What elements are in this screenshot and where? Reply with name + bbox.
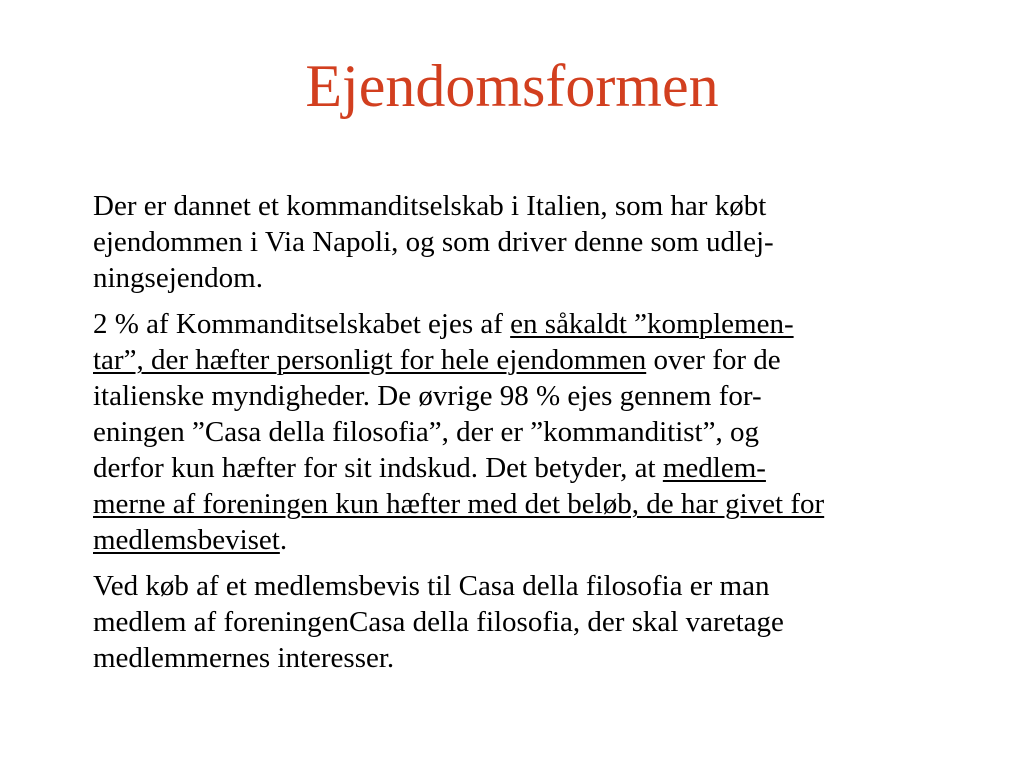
body-paragraph: [93, 568, 963, 676]
text-segment: derfor kun hæfter for sit indskud. Det betyder, at: [93, 452, 663, 484]
slide-body: [93, 188, 963, 686]
text-line: [93, 306, 963, 342]
text-segment: italienske myndigheder. De øvrige 98 % ejes gennem for-: [93, 380, 762, 412]
text-segment: eningen ”Casa della filosofia”, der er ”kommanditist”, og: [93, 416, 759, 448]
body-paragraph: [93, 306, 963, 558]
text-segment: Der er dannet et kommanditselskab i Italien, som har købt: [93, 190, 767, 222]
underlined-text: medlemsbeviset: [93, 524, 280, 556]
underlined-text: en såkaldt ”komplemen-: [510, 308, 794, 340]
text-line: [93, 414, 963, 450]
text-line: [93, 486, 963, 522]
text-line: [93, 604, 963, 640]
text-segment: ningsejendom.: [93, 262, 263, 294]
text-line: [93, 378, 963, 414]
text-segment: medlemmernes interesser.: [93, 642, 395, 674]
text-segment: .: [279, 524, 288, 556]
body-paragraph: [93, 188, 963, 296]
text-line: [93, 568, 963, 604]
text-line: [93, 224, 963, 260]
text-line: [93, 522, 963, 558]
text-line: [93, 640, 963, 676]
text-line: [93, 188, 963, 224]
text-line: [93, 260, 963, 296]
text-segment: medlem af foreningenCasa della filosofia, der skal varetage: [93, 606, 784, 638]
text-line: [93, 342, 963, 378]
text-segment: Ved køb af et medlemsbevis til Casa della filosofia er man: [93, 570, 770, 602]
text-segment: ejendommen i Via Napoli, og som driver denne som udlej-: [93, 226, 774, 258]
underlined-text: merne af foreningen kun hæfter med det beløb, de har givet for: [93, 488, 825, 520]
text-segment: over for de: [646, 344, 781, 376]
underlined-text: medlem-: [662, 452, 766, 484]
underlined-text: tar”, der hæfter personligt for hele ejendommen: [93, 344, 647, 376]
text-segment: 2 % af Kommanditselskabet ejes af: [93, 308, 511, 340]
text-line: [93, 450, 963, 486]
slide-title: Ejendomsformen: [305, 53, 719, 119]
